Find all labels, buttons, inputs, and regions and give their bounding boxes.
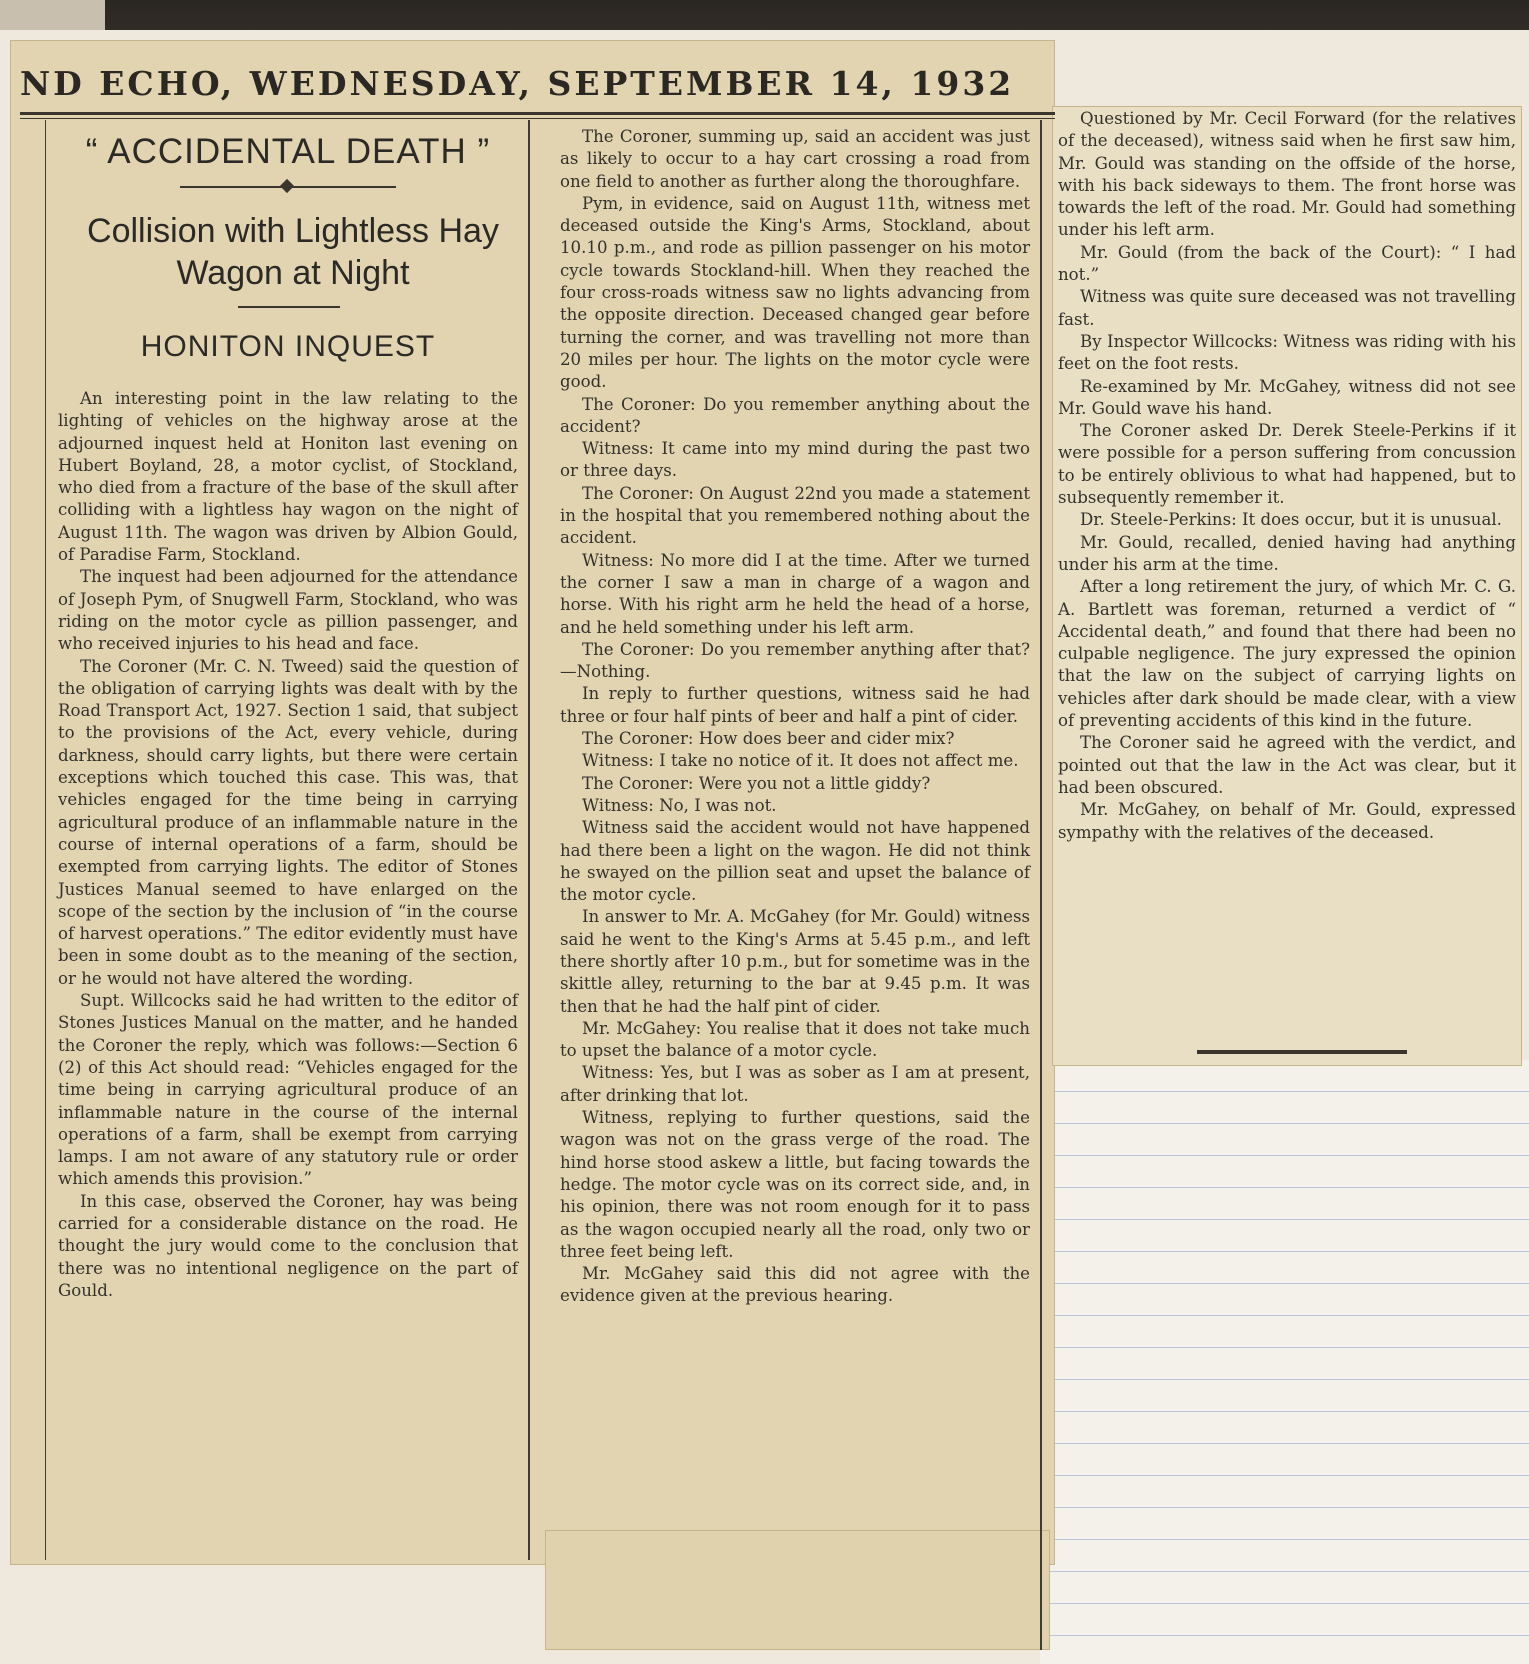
- paragraph: In this case, observed the Coroner, hay was being carried for a considerable distance on the road. He thought the jury would come to the conclusion that there was no intentional negligence on the part of Gould.: [58, 1191, 518, 1300]
- paragraph: In answer to Mr. A. McGahey (for Mr. Gould) witness said he went to the King's Arms at 5.45 p.m., and left there shortly after 10 p.m., but for sometime was in the skittle alley, returning to the bar at 9.45 p.m. It was then that he had the half pint of cider.: [560, 907, 1030, 1016]
- article-column-2: [560, 126, 1030, 1308]
- paragraph: An interesting point in the law relating to the lighting of vehicles on the highway arose at the adjourned inquest held at Honiton last evening on Hubert Boyland, 28, a motor cyclist, of Stockland, who died from a fracture of the base of the skull after colliding with a lightless hay wagon on the night of August 11th. The wagon was driven by Albion Gould, of Paradise Farm, Stockland.: [58, 389, 518, 565]
- column-rule: [528, 120, 530, 1560]
- paragraph: Questioned by Mr. Cecil Forward (for the relatives of the deceased), witness said when he first saw him, Mr. Gould was standing on the offside of the horse, with his back sideways to them. The front horse was towards the left of the road. Mr. Gould had something under his left arm.: [1058, 109, 1516, 240]
- paragraph: The inquest had been adjourned for the attendance of Joseph Pym, of Snugwell Farm, Stockland, who was riding on the motor cycle as pillion passenger, and who received injuries to his head and face.: [58, 567, 518, 654]
- paragraph: After a long retirement the jury, of which Mr. C. G. A. Bartlett was foreman, returned a verdict of “ Accidental death,” and found that there had been no culpable negligence. The jury expressed the opinion that the law on the subject of carrying lights on vehicles after dark should be made clear, with a view of preventing accidents of this kind in the future.: [1058, 577, 1516, 731]
- paragraph: The Coroner: Do you remember anything about the accident?: [560, 394, 1030, 436]
- paragraph: The Coroner: On August 22nd you made a statement in the hospital that you remembered nothing about the accident.: [560, 483, 1030, 548]
- placeline: HONITON INQUEST: [140, 330, 436, 363]
- paragraph: Witness, replying to further questions, said the wagon was not on the grass verge of the road. The hind horse stood askew a little, but facing towards the hedge. The motor cycle was on its correct side, and, in his opinion, there was not room enough for it to pass as the wagon occupied nearly all the road, only two or three feet being left.: [560, 1108, 1030, 1261]
- paragraph: Mr. Gould, recalled, denied having had anything under his arm at the time.: [1058, 532, 1516, 574]
- paragraph: Witness: Yes, but I was as sober as I am at present, after drinking that lot.: [560, 1063, 1030, 1105]
- paragraph: Mr. Gould (from the back of the Court): “ I had not.”: [1058, 242, 1516, 285]
- paragraph: The Coroner: Were you not a little giddy?: [582, 773, 931, 793]
- paragraph: Witness: It came into my mind during the past two or three days.: [560, 439, 1030, 481]
- paragraph: Dr. Steele-Perkins: It does occur, but it is unusual.: [1080, 510, 1502, 530]
- paragraph: Pym, in evidence, said on August 11th, witness met deceased outside the King's Arms, Stockland, about 10.10 p.m., and rode as pillion passenger on his motor cycle towards Stockland-hill. When they reached the four cross-roads witness saw no lights advancing from the opposite direction. Deceased changed gear before turning the corner, and was travelling not more than 20 miles per hour. The lights on the motor cycle were good.: [560, 193, 1030, 392]
- newspaper-clipping-tail: [545, 1530, 1050, 1650]
- paragraph: Witness was quite sure deceased was not travelling fast.: [1058, 287, 1516, 329]
- paragraph: Re-examined by Mr. McGahey, witness did not see Mr. Gould wave his hand.: [1058, 376, 1516, 418]
- paragraph: Mr. McGahey: You realise that it does not take much to upset the balance of a motor cycle.: [560, 1018, 1030, 1061]
- paragraph: Witness: No, I was not.: [582, 795, 777, 815]
- paragraph: The Coroner (Mr. C. N. Tweed) said the question of the obligation of carrying lights was dealt with by the Road Transport Act, 1927. Section 1 said, that subject to the provisions of the Act, every vehicle, during darkness, should carry lights, but there were certain exceptions which touched this case. This was, that vehicles engaged for the time being in carrying agricultural produce of an inflammable nature in the course of internal operations of a farm, should be exempted from carrying lights. The editor of Stones Justices Manual seemed to have enlarged on the scope of the section by the inclusion of “in the course of harvest operations.” The editor evidently must have been in some doubt as to the meaning of the section, or he would not have altered the wording.: [58, 656, 518, 988]
- paragraph: Supt. Willcocks said he had written to the editor of Stones Justices Manual on the matter, and he handed the Coroner the reply, which was follows:—Section 6 (2) of this Act should read: “Vehicles engaged for the time being in carrying agricultural produce of an inflammable nature in the course of the internal operations of a farm, shall be exempt from carrying lamps. I am not aware of any statutory rule or order which amends this provision.”: [58, 991, 518, 1189]
- paragraph: The Coroner: Do you remember anything after that?—Nothing.: [560, 639, 1030, 682]
- paragraph: In reply to further questions, witness said he had three or four half pints of beer and half a pint of cider.: [560, 684, 1030, 726]
- subheadline: Collision with Lightless Hay Wagon at Night: [87, 212, 499, 292]
- masthead-rule: [20, 112, 1055, 119]
- paragraph: Witness: I take no notice of it. It does not affect me.: [582, 751, 1019, 771]
- column-rule: [1040, 120, 1042, 1650]
- subheadline-rule: [238, 306, 340, 308]
- article-column-1: [58, 388, 518, 1302]
- paragraph: Mr. McGahey said this did not agree with the evidence given at the previous hearing.: [560, 1264, 1030, 1306]
- article-column-3: [1058, 108, 1516, 844]
- paragraph: By Inspector Willcocks: Witness was riding with his feet on the foot rests.: [1058, 331, 1516, 374]
- paragraph: The Coroner: How does beer and cider mix?: [582, 729, 955, 749]
- paragraph: The Coroner, summing up, said an accident was just as likely to occur to a hay cart crossing a road from one field to another as further along the thoroughfare.: [560, 127, 1030, 191]
- paragraph: The Coroner asked Dr. Derek Steele-Perkins if it were possible for a person suffering from concussion to be entirely oblivious to what had happened, but to subsequently remember it.: [1058, 421, 1516, 508]
- paragraph: Witness said the accident would not have happened had there been a light on the wagon. He did not think he swayed on the pillion seat and upset the balance of the motor cycle.: [560, 818, 1030, 905]
- article-end-rule: [1197, 1050, 1407, 1054]
- paragraph: Witness: No more did I at the time. After we turned the corner I saw a man in charge of a wagon and horse. With his right arm he held the head of a horse, and he held something under his left arm.: [560, 550, 1030, 637]
- lined-paper-sheet: [1040, 1060, 1529, 1664]
- paragraph: The Coroner said he agreed with the verdict, and pointed out that the law in the Act was clear, but it had been obscured.: [1058, 733, 1516, 797]
- column-rule: [45, 120, 46, 1560]
- paragraph: Mr. McGahey, on behalf of Mr. Gould, expressed sympathy with the relatives of the deceased.: [1058, 800, 1516, 842]
- masthead: ND ECHO, WEDNESDAY, SEPTEMBER 14, 1932: [20, 64, 1015, 103]
- headline: “ ACCIDENTAL DEATH ”: [85, 132, 491, 171]
